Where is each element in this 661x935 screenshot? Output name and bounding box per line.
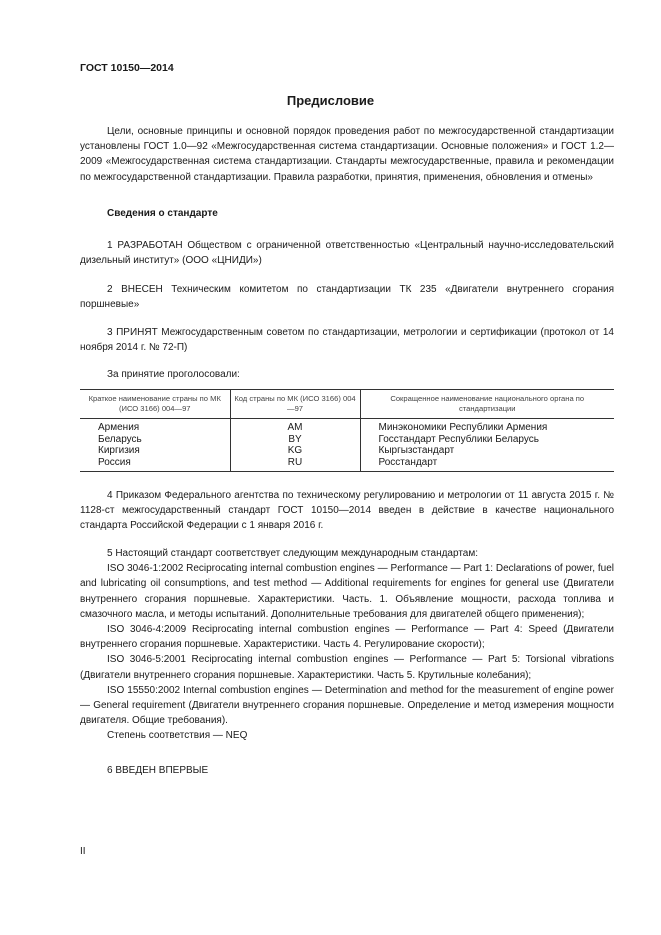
- table-cell-authority: Минэкономики Республики Армения: [360, 419, 614, 434]
- table-header-row: [80, 390, 614, 419]
- voted-label-block: [80, 367, 614, 382]
- table-header-code: Код страны по МК (ИСО 3166) 004—97: [230, 390, 360, 419]
- item5-degree: Степень соответствия — NEQ: [107, 730, 248, 742]
- item1-paragraph: 1 РАЗРАБОТАН Обществом с ограниченной ответственностью «Центральный научно-исследовательский дизельный институт» (ООО «ЦНИДИ»): [80, 240, 614, 267]
- item4-paragraph: 4 Приказом Федерального агентства по техническому регулированию и метрологии от 11 августа 2015 г. № 1128-ст межгосударственный стандарт ГОСТ 10150—2014 введен в действие в качестве национального стандарта Российской Федерации с 1 января 2016 г.: [80, 490, 614, 532]
- table-cell-code: AM: [230, 419, 360, 434]
- item2-paragraph: 2 ВНЕСЕН Техническим комитетом по стандартизации ТК 235 «Двигатели внутреннего сгорания поршневые»: [80, 284, 614, 311]
- table-header-country: Краткое наименование страны по МК (ИСО 3166) 004—97: [80, 390, 230, 419]
- table-row: [80, 457, 614, 472]
- table-cell-code: KG: [230, 445, 360, 457]
- voting-countries-table: [80, 389, 614, 472]
- item2-block: [80, 282, 614, 312]
- item6-paragraph: 6 ВВЕДЕН ВПЕРВЫЕ: [107, 765, 209, 776]
- table-cell-country: Россия: [80, 457, 230, 472]
- item3-paragraph: 3 ПРИНЯТ Межгосударственным советом по стандартизации, метрологии и сертификации (протокол от 14 ноября 2014 г. № 72-П): [80, 327, 614, 354]
- item5-ref-iso-3046-5: ISO 3046-5:2001 Reciprocating internal combustion engines — Performance — Part 5: Torsional vibrations (Двигатели внутреннего сгорания поршневые. Характеристики. Часть 5. Крутильные колебания);: [80, 654, 614, 681]
- table-cell-authority: Кыргызстандарт: [360, 445, 614, 457]
- table-cell-code: BY: [230, 434, 360, 446]
- table-header-authority: Сокращенное наименование национального органа по стандартизации: [360, 390, 614, 419]
- table-cell-country: Армения: [98, 422, 140, 433]
- item3-block: [80, 325, 614, 355]
- doc-code-header: ГОСТ 10150—2014: [80, 62, 174, 74]
- item5-block: [80, 546, 614, 744]
- item5-ref-iso-3046-4: ISO 3046-4:2009 Reciprocating internal combustion engines — Performance — Part 4: Speed (Двигатели внутреннего сгорания поршневые. Характеристики. Часть 4. Регулирование скорости);: [80, 624, 614, 651]
- page-title: Предисловие: [286, 93, 375, 108]
- item1-block: [80, 238, 614, 268]
- intro-block: [80, 124, 614, 185]
- table-cell-code: RU: [230, 457, 360, 472]
- item6-block: [80, 763, 614, 778]
- table-row: [80, 419, 614, 434]
- page-number: II: [80, 846, 86, 857]
- table-row: [80, 445, 614, 457]
- table-cell-country: Беларусь: [98, 433, 142, 445]
- intro-paragraph: Цели, основные принципы и основной порядок проведения работ по межгосударственной стандартизации установлены ГОСТ 1.0—92 «Межгосударственная система стандартизации. Основные положения» и ГОСТ 1.2—2009 «Межгосударственная система стандартизации. Стандарты межгосударственные, правила и рекомендации по межгосударственной стандартизации. Правила разработки, принятия, применения, обновления и отмены»: [80, 126, 614, 183]
- table-cell-authority: Росстандарт: [360, 457, 614, 472]
- voted-label: За принятие проголосовали:: [107, 369, 240, 380]
- item5-intro: 5 Настоящий стандарт соответствует следующим международным стандартам:: [107, 548, 479, 559]
- table-cell-authority: Госстандарт Республики Беларусь: [360, 434, 614, 446]
- item5-ref-iso-3046-1: ISO 3046-1:2002 Reciprocating internal combustion engines — Performance — Part 1: Declarations of power, fuel and lubricating oil consumptions, and test method — Additional requirements for engines for general use (Двигатели внутреннего сгорания поршневые. Характеристики. Часть. 1. Объявление мощности, расхода топлива и смазочного масла, и методы испытаний. Дополнительные требования для двигателей общего применения);: [80, 563, 614, 620]
- table-row: [80, 434, 614, 446]
- item5-ref-iso-15550: ISO 15550:2002 Internal combustion engines — Determination and method for the measurement of engine power — General requirement (Двигатели внутреннего сгорания поршневые. Определение и метод измерения мощности двигателя. Общие требования).: [80, 684, 614, 727]
- standard-info-heading: Сведения о стандарте: [107, 208, 218, 219]
- item4-block: [80, 488, 614, 534]
- table-cell-country: Киргизия: [98, 445, 140, 456]
